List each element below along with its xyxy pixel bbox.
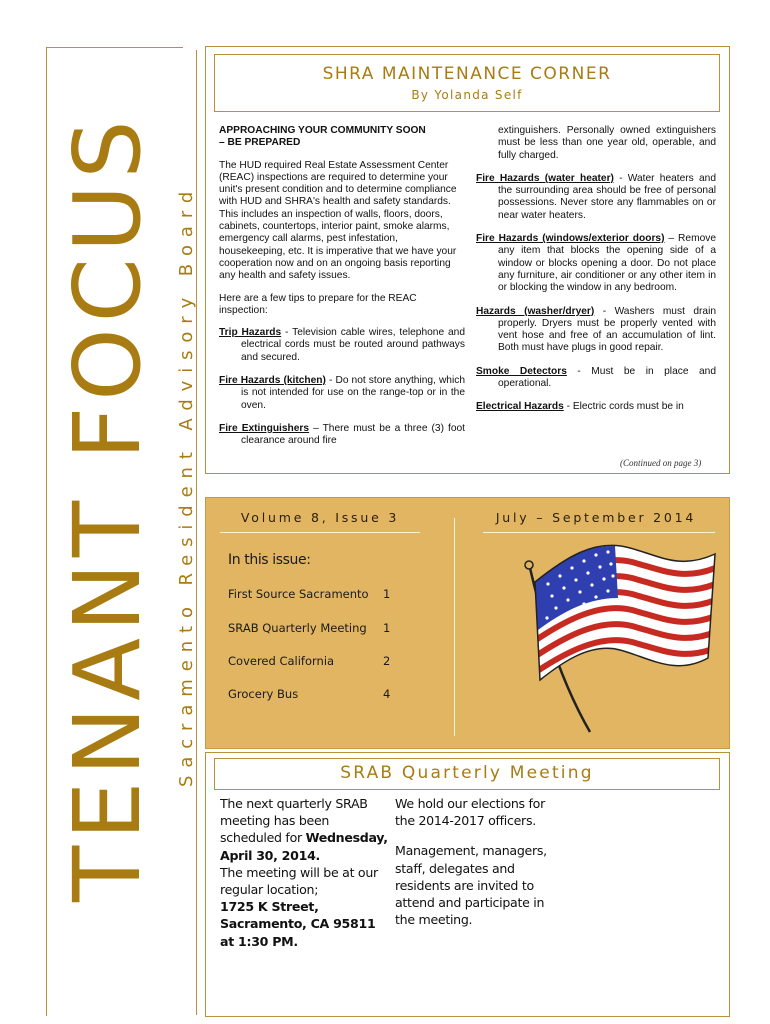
tip-label: Smoke Detectors: [476, 365, 567, 377]
issue-date: July – September 2014: [495, 510, 697, 525]
srab-elections: We hold our elections for the 2014-2017 officers.: [395, 796, 545, 829]
tip-fire-extinguishers-continued: extinguishers. Personally owned extinguishers must be less than one year old, operable, and fully charged.: [498, 125, 716, 161]
tip-fire-water-heater: [476, 173, 716, 222]
maintenance-tips-intro: Here are a few tips to prepare for the REAC inspection:: [219, 292, 417, 316]
tip-fire-extinguishers: [219, 423, 465, 448]
tip-fire-kitchen: [219, 375, 465, 412]
maintenance-heading-line2: – BE PREPARED: [219, 137, 301, 149]
srab-column-right: [395, 795, 560, 940]
tip-label: Fire Hazards (windows/exterior doors): [476, 233, 665, 245]
srab-header: [214, 758, 720, 790]
tip-label: Electrical Hazards: [476, 401, 564, 413]
tip-text: – There must be a three (3) foot clearance around fire: [241, 422, 465, 447]
srab-location-intro: The meeting will be at our regular location;: [220, 864, 378, 898]
maintenance-column-right: [476, 125, 716, 425]
tip-text: - Electric cords must be in: [563, 401, 684, 413]
tip-label: Trip Hazards: [219, 327, 282, 339]
issue-rule-left: [220, 532, 420, 533]
srab-title: SRAB Quarterly Meeting: [340, 763, 594, 783]
srab-address: 1725 K Street, Sacramento, CA 95811: [220, 899, 376, 932]
tip-text: - Do not store anything, which is not intended for use on the range-top or in the oven.: [241, 375, 465, 411]
toc-item-page: 4: [383, 687, 391, 701]
issue-rule-right: [483, 532, 715, 533]
tip-label: Fire Extinguishers: [219, 422, 310, 434]
toc-item-title[interactable]: Grocery Bus: [228, 687, 299, 701]
tip-smoke-detectors: [476, 366, 716, 391]
toc-item-page: 1: [383, 621, 391, 635]
srab-text: The next quarterly SRAB meeting has been scheduled for: [220, 796, 368, 846]
masthead-title: TENANT FOCUS: [54, 114, 161, 902]
tip-label: Fire Hazards (water heater): [476, 172, 614, 184]
masthead-subtitle: Sacramento Resident Advisory Board: [176, 183, 197, 787]
tip-trip-hazards: [219, 327, 465, 364]
tip-label: Fire Hazards (kitchen): [219, 375, 326, 387]
toc-item-title[interactable]: SRAB Quarterly Meeting: [228, 621, 367, 635]
maintenance-title: SHRA MAINTENANCE CORNER: [322, 64, 612, 84]
tip-text: - Water heaters and the surrounding area should be free of personal possessions. Never store any flammables on or near water heaters.: [498, 172, 716, 221]
in-this-issue-heading: In this issue:: [228, 552, 311, 568]
toc-item-page: 2: [383, 654, 391, 668]
maintenance-byline: By Yolanda Self: [411, 88, 523, 102]
maintenance-header: [214, 54, 720, 112]
tip-text: - Washers must drain properly. Dryers must be properly vented with vent hose and free of an accumulation of lint. Both must have plugs in good repair.: [498, 305, 716, 354]
tip-fire-windows: [476, 233, 716, 294]
srab-time: at 1:30 PM.: [220, 933, 298, 949]
tip-text: - Must be in place and operational.: [498, 365, 716, 390]
tip-label: Hazards (washer/dryer): [476, 305, 595, 317]
maintenance-heading-line1: APPROACHING YOUR COMMUNITY SOON: [219, 125, 426, 136]
tip-washer-dryer: [476, 306, 716, 355]
volume-issue: Volume 8, Issue 3: [240, 510, 400, 525]
tip-electrical: [476, 401, 716, 413]
toc-item-title[interactable]: First Source Sacramento: [228, 587, 369, 601]
maintenance-intro: The HUD required Real Estate Assessment Center (REAC) inspections are required to determine your unit's present condition and to determine compliance with HUD and SHRA's health and safety standards. This includes an inspection of walls, floors, doors, cabinets, countertops, interior paint, smoke alarms, emergency call alarms, pest infestation, housekeeping, etc. It is imperative that we have your cooperation now and on an ongoing basis reporting any health and safety issues.: [219, 159, 457, 282]
srab-invite: Management, managers, staff, delegates and residents are invited to attend and participate in the meeting.: [395, 843, 547, 928]
tip-text: – Remove any item that blocks the opening side of a window or blocks opening a door. Do not place any furniture, air conditioner or any other item in or blocking the window in any bedroom.: [498, 233, 716, 294]
continued-note: (Continued on page 3): [620, 458, 702, 468]
toc-item-page: 1: [383, 587, 391, 601]
tip-text: - Television cable wires, telephone and electrical cords must be routed around pathways and secured.: [241, 327, 465, 363]
american-flag-icon: [520, 540, 720, 735]
maintenance-column-left: [219, 125, 465, 459]
toc-item-title[interactable]: Covered California: [228, 654, 335, 668]
issue-divider: [454, 518, 455, 736]
srab-date: Wednesday, April 30, 2014.: [220, 830, 388, 863]
srab-column-left: [220, 795, 390, 950]
